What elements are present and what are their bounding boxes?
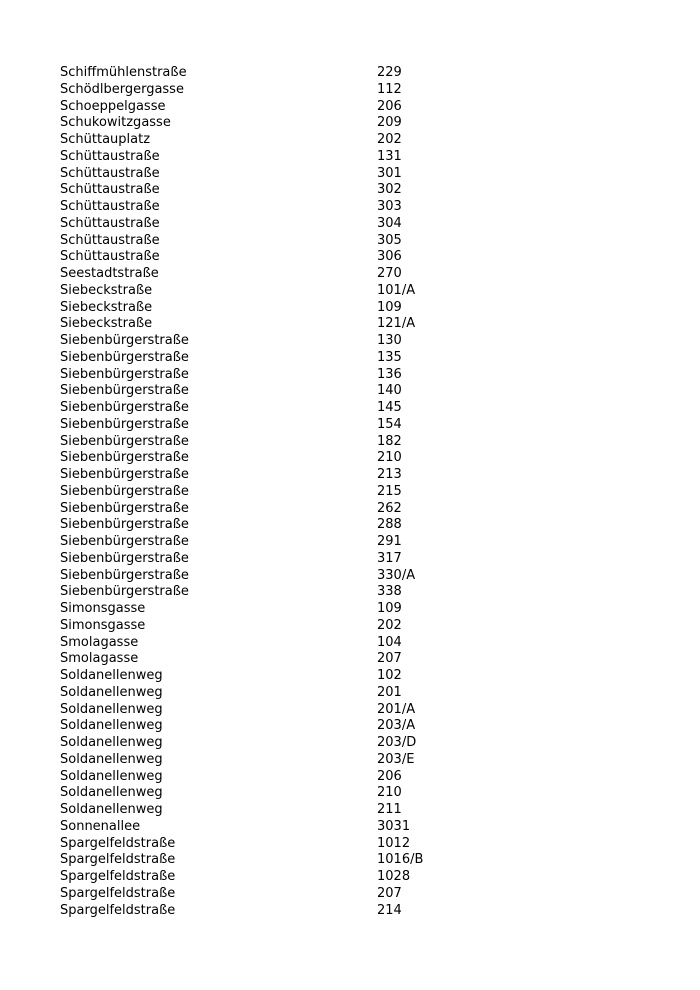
- house-number: 291: [377, 534, 402, 549]
- street-name: Soldanellenweg: [60, 735, 163, 750]
- list-item: [60, 450, 540, 467]
- list-item: [60, 718, 540, 735]
- street-name: Schukowitzgasse: [60, 115, 171, 131]
- list-item: [60, 266, 540, 283]
- list-item: [60, 735, 540, 752]
- list-item: [60, 249, 540, 266]
- street-name: Siebenbürgerstraße: [60, 517, 189, 533]
- street-name: Spargelfeldstraße: [60, 885, 176, 901]
- street-name: Spargelfeldstraße: [60, 869, 176, 884]
- house-number: 130: [377, 333, 402, 348]
- house-number: 112: [377, 81, 402, 97]
- list-item: [60, 584, 540, 601]
- house-number: 145: [377, 400, 402, 415]
- street-name: Seestadtstraße: [60, 266, 159, 281]
- street-name: Soldanellenweg: [60, 668, 163, 683]
- house-number: 206: [377, 768, 402, 784]
- house-number: 209: [377, 115, 402, 131]
- house-number: 214: [377, 902, 402, 918]
- list-item: [60, 115, 540, 132]
- list-item: [60, 819, 540, 836]
- street-name: Schoeppelgasse: [60, 98, 166, 114]
- street-name: Schüttaustraße: [60, 148, 160, 164]
- list-item: [60, 82, 540, 99]
- house-number: 306: [377, 249, 402, 265]
- street-name: Schüttaustraße: [60, 182, 160, 198]
- street-name: Schüttaustraße: [60, 249, 160, 265]
- street-name: Siebeckstraße: [60, 282, 153, 298]
- list-item: [60, 182, 540, 199]
- house-number: 262: [377, 500, 402, 516]
- list-item: [60, 769, 540, 786]
- street-name: Siebenbürgerstraße: [60, 500, 189, 516]
- street-name: Schüttauplatz: [60, 132, 151, 147]
- street-name: Siebenbürgerstraße: [60, 433, 189, 449]
- house-number: 135: [377, 349, 402, 365]
- list-item: [60, 99, 540, 116]
- street-name: Siebenbürgerstraße: [60, 349, 189, 365]
- house-number: 131: [377, 148, 402, 164]
- house-number: 207: [377, 885, 402, 901]
- list-item: [60, 367, 540, 384]
- house-number: 182: [377, 433, 402, 449]
- list-item: [60, 534, 540, 551]
- street-name: Siebenbürgerstraße: [60, 416, 189, 432]
- list-item: [60, 484, 540, 501]
- house-number: 102: [377, 668, 402, 683]
- house-number: 201/A: [377, 701, 416, 717]
- house-number: 104: [377, 634, 402, 650]
- house-number: 303: [377, 199, 402, 214]
- house-number: 301: [377, 165, 402, 181]
- list-item: [60, 903, 540, 920]
- house-number: 201: [377, 684, 402, 700]
- street-name: Soldanellenweg: [60, 751, 163, 767]
- list-item: [60, 685, 540, 702]
- list-item: [60, 517, 540, 534]
- list-item: [60, 467, 540, 484]
- house-number: 136: [377, 366, 402, 382]
- list-item: [60, 551, 540, 568]
- list-item: [60, 668, 540, 685]
- house-number: 3031: [377, 818, 411, 834]
- list-item: [60, 300, 540, 317]
- list-item: [60, 752, 540, 769]
- house-number: 304: [377, 215, 402, 231]
- street-name: Siebenbürgerstraße: [60, 450, 189, 466]
- house-number: 101/A: [377, 282, 416, 298]
- list-item: [60, 199, 540, 216]
- street-name: Soldanellenweg: [60, 684, 163, 700]
- list-item: [60, 316, 540, 333]
- street-name: Simonsgasse: [60, 617, 146, 633]
- street-name: Spargelfeldstraße: [60, 835, 176, 851]
- house-number: 305: [377, 232, 402, 248]
- list-item: [60, 568, 540, 585]
- list-item: [60, 601, 540, 618]
- street-name: Siebenbürgerstraße: [60, 534, 189, 549]
- house-number: 210: [377, 785, 402, 801]
- house-number: 154: [377, 416, 402, 432]
- house-number: 229: [377, 65, 402, 80]
- street-name: Siebenbürgerstraße: [60, 400, 189, 415]
- street-name: Siebeckstraße: [60, 316, 153, 332]
- house-number: 207: [377, 651, 402, 667]
- list-item: [60, 886, 540, 903]
- street-name: Soldanellenweg: [60, 701, 163, 717]
- house-number: 202: [377, 617, 402, 633]
- house-number: 213: [377, 467, 402, 482]
- street-name: Sonnenallee: [60, 818, 141, 834]
- house-number: 109: [377, 601, 402, 616]
- list-item: [60, 501, 540, 518]
- list-item: [60, 333, 540, 350]
- street-name: Soldanellenweg: [60, 768, 163, 784]
- list-item: [60, 836, 540, 853]
- list-item: [60, 132, 540, 149]
- list-item: [60, 283, 540, 300]
- street-name: Schüttaustraße: [60, 232, 160, 248]
- list-item: [60, 702, 540, 719]
- street-name: Siebenbürgerstraße: [60, 584, 189, 600]
- street-name: Smolagasse: [60, 651, 139, 667]
- list-item: [60, 785, 540, 802]
- house-number: 203/E: [377, 751, 415, 767]
- street-name: Siebeckstraße: [60, 299, 153, 315]
- list-item: [60, 65, 540, 82]
- street-name: Spargelfeldstraße: [60, 902, 176, 918]
- house-number: 330/A: [377, 567, 416, 583]
- house-number: 121/A: [377, 316, 416, 332]
- house-number: 202: [377, 132, 402, 147]
- list-item: [60, 216, 540, 233]
- list-item: [60, 635, 540, 652]
- house-number: 203/A: [377, 718, 416, 734]
- house-number: 109: [377, 299, 402, 315]
- house-number: 338: [377, 584, 402, 600]
- street-name: Siebenbürgerstraße: [60, 550, 189, 566]
- house-number: 206: [377, 98, 402, 114]
- street-name: Schüttaustraße: [60, 215, 160, 231]
- list-item: [60, 869, 540, 886]
- street-name: Schiffmühlenstraße: [60, 65, 187, 80]
- street-name: Siebenbürgerstraße: [60, 366, 189, 382]
- street-name: Schödlbergergasse: [60, 81, 184, 97]
- house-number: 211: [377, 802, 402, 817]
- list-item: [60, 434, 540, 451]
- list-item: [60, 802, 540, 819]
- list-item: [60, 166, 540, 183]
- street-name: Siebenbürgerstraße: [60, 483, 189, 499]
- street-name: Spargelfeldstraße: [60, 852, 176, 868]
- street-name: Soldanellenweg: [60, 718, 163, 734]
- street-name: Siebenbürgerstraße: [60, 567, 189, 583]
- street-name: Siebenbürgerstraße: [60, 333, 189, 348]
- house-number: 270: [377, 266, 402, 281]
- house-number: 1028: [377, 869, 411, 884]
- house-number: 203/D: [377, 735, 417, 750]
- street-address-list: [60, 65, 540, 919]
- street-name: Soldanellenweg: [60, 785, 163, 801]
- house-number: 1016/B: [377, 852, 424, 868]
- street-name: Simonsgasse: [60, 601, 146, 616]
- house-number: 140: [377, 383, 402, 399]
- street-name: Soldanellenweg: [60, 802, 163, 817]
- list-item: [60, 651, 540, 668]
- list-item: [60, 417, 540, 434]
- house-number: 1012: [377, 835, 411, 851]
- house-number: 317: [377, 550, 402, 566]
- house-number: 288: [377, 517, 402, 533]
- house-number: 215: [377, 483, 402, 499]
- street-name: Siebenbürgerstraße: [60, 467, 189, 482]
- house-number: 302: [377, 182, 402, 198]
- list-item: [60, 350, 540, 367]
- street-name: Siebenbürgerstraße: [60, 383, 189, 399]
- list-item: [60, 400, 540, 417]
- house-number: 210: [377, 450, 402, 466]
- list-item: [60, 383, 540, 400]
- street-name: Schüttaustraße: [60, 199, 160, 214]
- list-item: [60, 618, 540, 635]
- list-item: [60, 233, 540, 250]
- street-name: Smolagasse: [60, 634, 139, 650]
- list-item: [60, 852, 540, 869]
- list-item: [60, 149, 540, 166]
- street-name: Schüttaustraße: [60, 165, 160, 181]
